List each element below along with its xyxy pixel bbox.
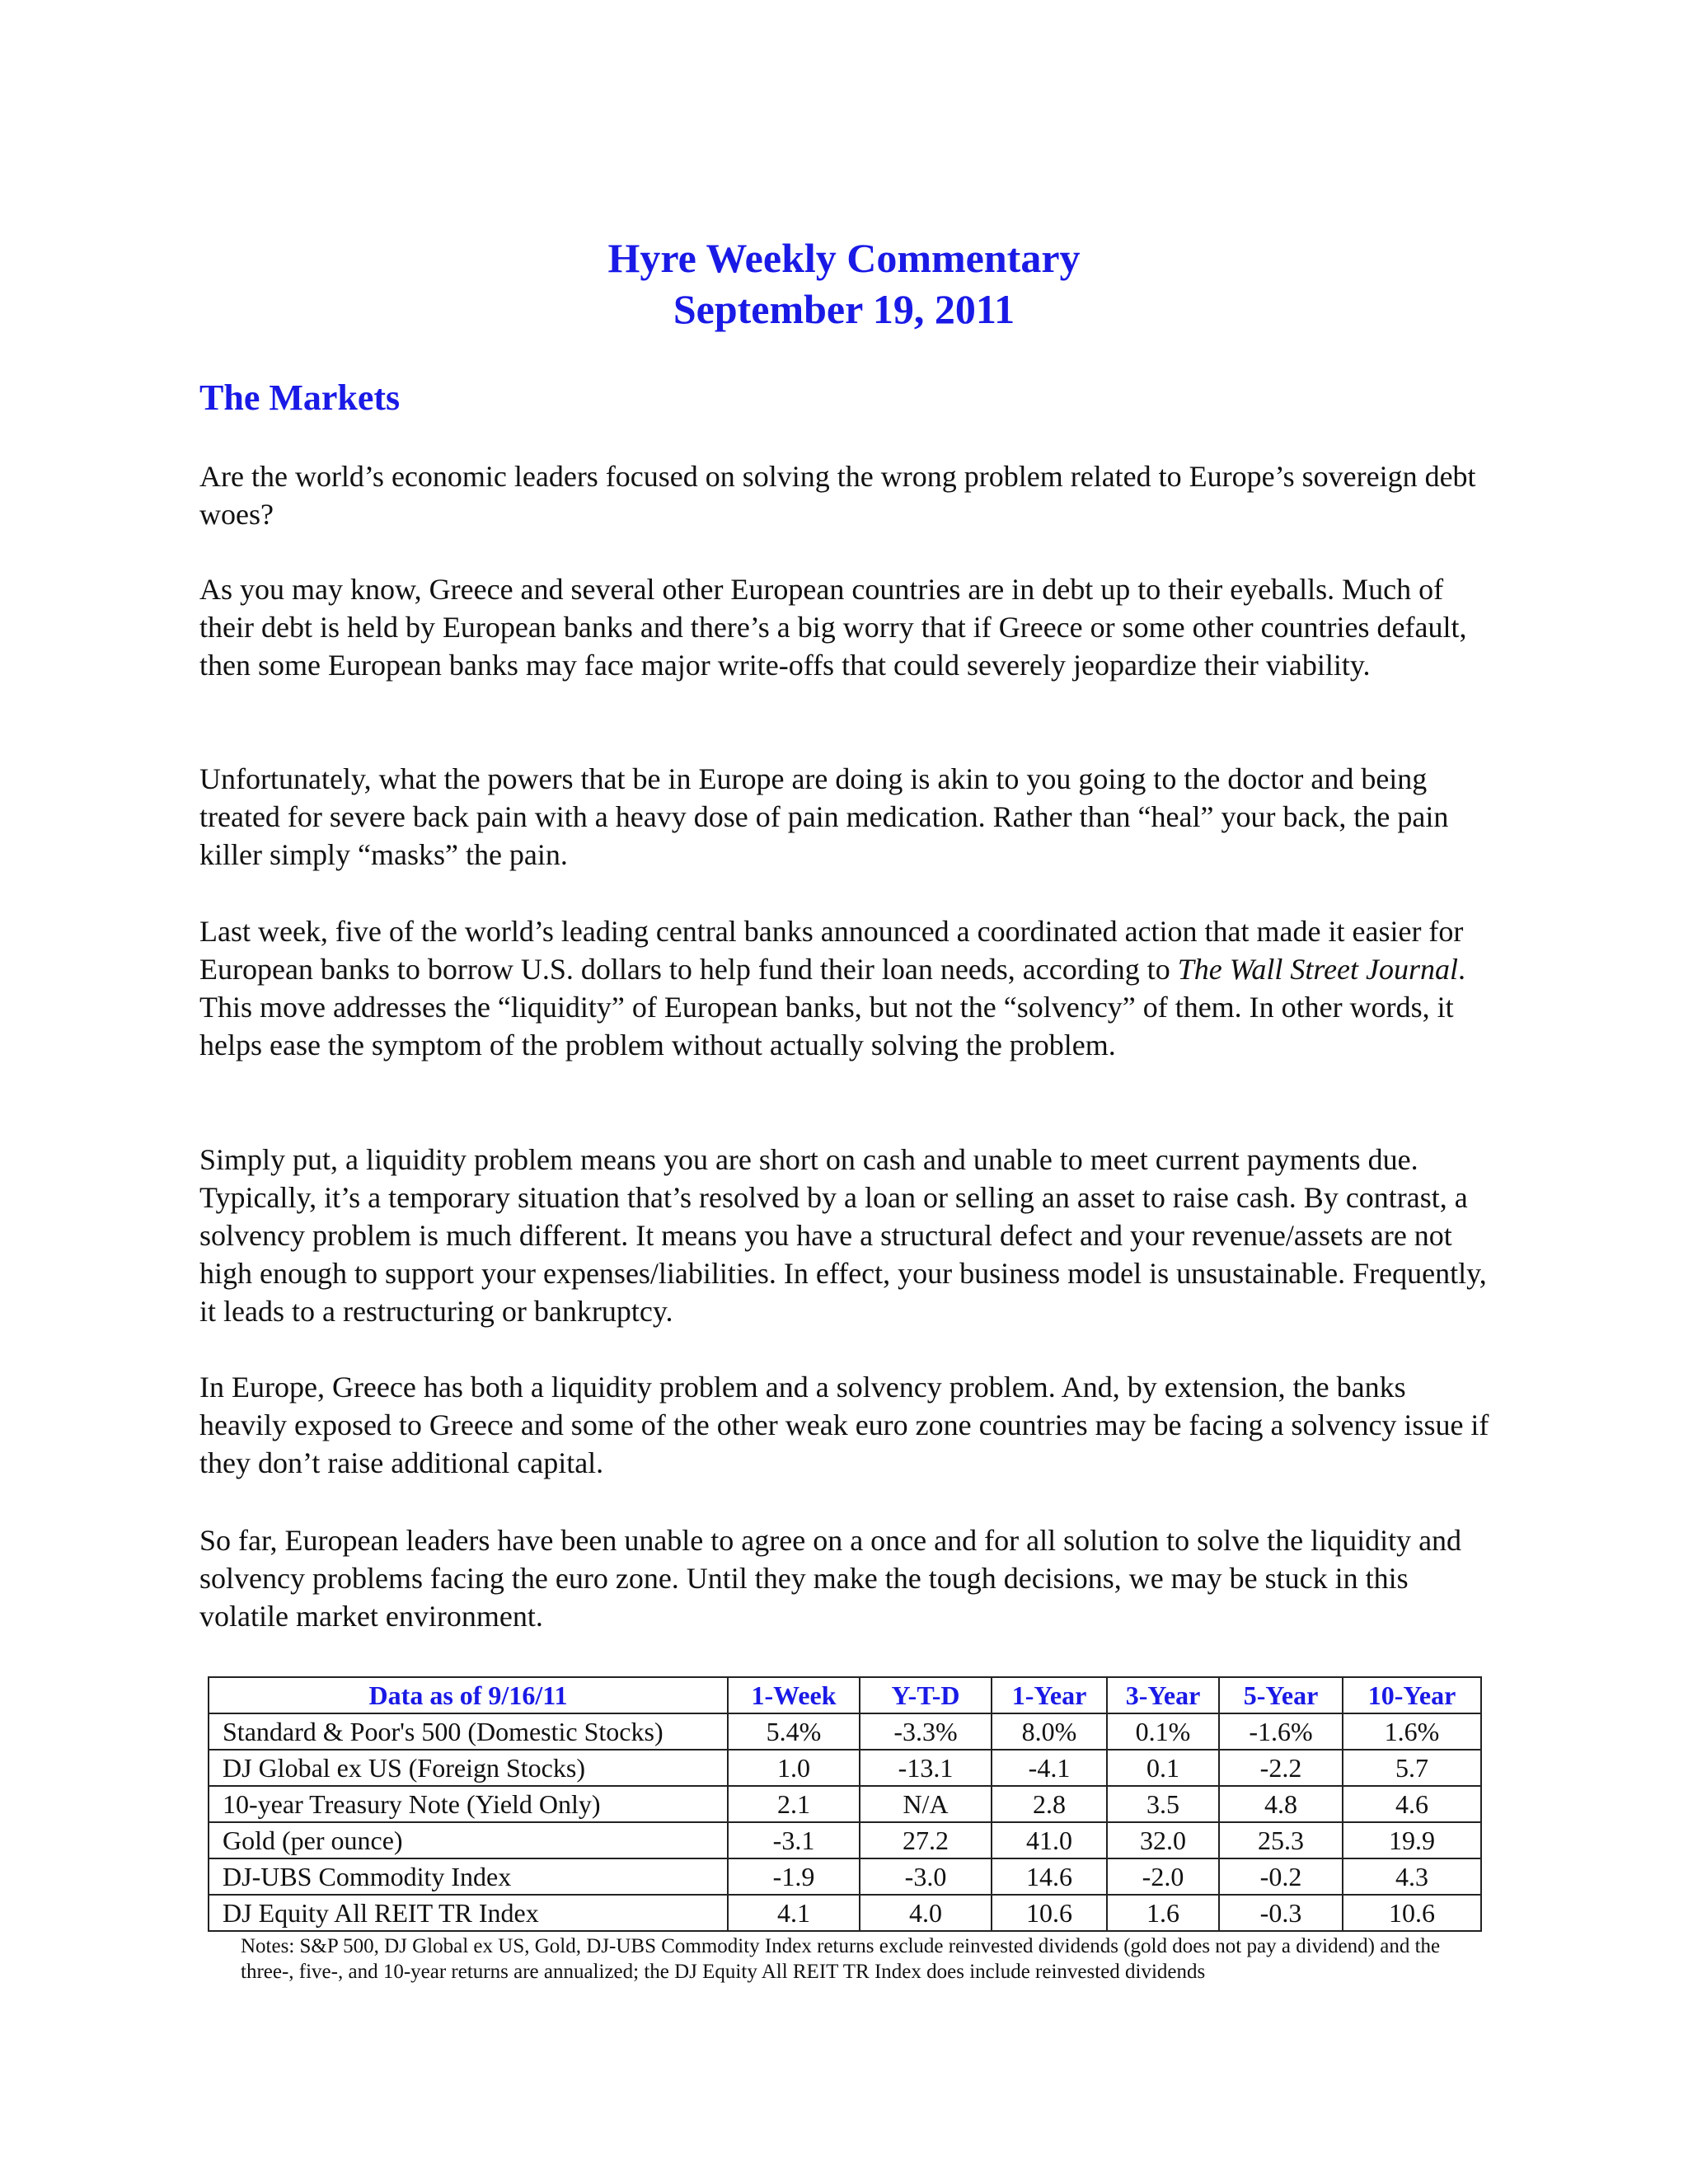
paragraph-2: As you may know, Greece and several other European countries are in debt up to their eyeballs. Much of their debt is held by European banks and there’s a big worry that if Greece or some other countries default, then some European banks may face major write-offs that could severely jeopardize their viability. xyxy=(199,573,1467,682)
table-row-label: Gold (per ounce) xyxy=(209,1822,728,1858)
paragraph-4-text-after: . This move addresses the “liquidity” of European banks, but not the “solvency” of them. In other words, it helps ease the symptom of the problem without actually solving the problem. xyxy=(199,953,1466,1062)
table-cell: 1.6% xyxy=(1343,1713,1481,1750)
table-cell: 8.0% xyxy=(992,1713,1107,1750)
table-header-row xyxy=(209,1677,1481,1713)
table-cell: 10.6 xyxy=(1343,1895,1481,1931)
section-heading: The Markets xyxy=(199,377,401,418)
market-returns-table xyxy=(208,1676,1482,1932)
table-cell: -3.1 xyxy=(728,1822,860,1858)
table-cell: -2.2 xyxy=(1219,1750,1343,1786)
table-cell: 2.1 xyxy=(728,1786,860,1822)
table-cell: -2.0 xyxy=(1107,1858,1219,1895)
table-cell: 0.1% xyxy=(1107,1713,1219,1750)
table-cell: N/A xyxy=(860,1786,992,1822)
table-cell: 19.9 xyxy=(1343,1822,1481,1858)
table-cell: 4.6 xyxy=(1343,1786,1481,1822)
table-cell: 4.1 xyxy=(728,1895,860,1931)
table-cell: 0.1 xyxy=(1107,1750,1219,1786)
table-cell: 1.6 xyxy=(1107,1895,1219,1931)
table-cell: -0.3 xyxy=(1219,1895,1343,1931)
document-date: September 19, 2011 xyxy=(673,286,1015,332)
paragraph-5: Simply put, a liquidity problem means you are short on cash and unable to meet current payments due. Typically, it’s a temporary situation that’s resolved by a loan or selling an asset to raise cash. By contrast, a solvency problem is much different. It means you have a structural defect and your revenue/assets are not high enough to support your expenses/liabilities. In effect, your business model is unsustainable. Frequently, it leads to a restructuring or bankruptcy. xyxy=(199,1143,1487,1328)
table-row xyxy=(209,1895,1481,1931)
table-cell: -4.1 xyxy=(992,1750,1107,1786)
table-cell: -3.3% xyxy=(860,1713,992,1750)
table-row-label: DJ-UBS Commodity Index xyxy=(209,1858,728,1895)
paragraph-3: Unfortunately, what the powers that be in Europe are doing is akin to you going to the doctor and being treated for severe back pain with a heavy dose of pain medication. Rather than “heal” your back, the pain killer simply “masks” the pain. xyxy=(199,762,1449,871)
table-header-cell: Y-T-D xyxy=(860,1677,992,1713)
table-cell: 10.6 xyxy=(992,1895,1107,1931)
table-cell: -1.9 xyxy=(728,1858,860,1895)
table-cell: 1.0 xyxy=(728,1750,860,1786)
table-row xyxy=(209,1786,1481,1822)
paragraph-1: Are the world’s economic leaders focused on solving the wrong problem related to Europe’s sovereign debt woes? xyxy=(199,460,1476,531)
table-header-cell: 5-Year xyxy=(1219,1677,1343,1713)
document-title-block xyxy=(0,232,1688,335)
publication-name: The Wall Street Journal xyxy=(1177,953,1459,986)
table-cell: -3.0 xyxy=(860,1858,992,1895)
table-cell: 4.0 xyxy=(860,1895,992,1931)
table-notes: Notes: S&P 500, DJ Global ex US, Gold, DJ-UBS Commodity Index returns exclude reinvested dividends (gold does not pay a dividend) and the three-, five-, and 10-year returns are annualized; the DJ Equity All REIT TR Index does include reinvested dividends xyxy=(241,1935,1441,1983)
paragraph-4 xyxy=(199,912,1493,1064)
table-cell: 3.5 xyxy=(1107,1786,1219,1822)
table-cell: 32.0 xyxy=(1107,1822,1219,1858)
table-cell: 25.3 xyxy=(1219,1822,1343,1858)
table-cell: 41.0 xyxy=(992,1822,1107,1858)
table-cell: -13.1 xyxy=(860,1750,992,1786)
table-row-label: 10-year Treasury Note (Yield Only) xyxy=(209,1786,728,1822)
paragraph-4-text-before: Last week, five of the world’s leading central banks announced a coordinated action that made it easier for European banks to borrow U.S. dollars to help fund their loan needs, according to xyxy=(199,915,1464,986)
table-cell: 4.3 xyxy=(1343,1858,1481,1895)
table-cell: -0.2 xyxy=(1219,1858,1343,1895)
table-row-label: DJ Equity All REIT TR Index xyxy=(209,1895,728,1931)
table-header-cell: 1-Year xyxy=(992,1677,1107,1713)
table-cell: 2.8 xyxy=(992,1786,1107,1822)
table-cell: 27.2 xyxy=(860,1822,992,1858)
table-header-cell: 10-Year xyxy=(1343,1677,1481,1713)
document-title: Hyre Weekly Commentary xyxy=(607,235,1081,281)
table-row xyxy=(209,1858,1481,1895)
table-header-cell: Data as of 9/16/11 xyxy=(209,1677,728,1713)
table-cell: 14.6 xyxy=(992,1858,1107,1895)
table-row xyxy=(209,1822,1481,1858)
table-cell: 4.8 xyxy=(1219,1786,1343,1822)
table-row-label: DJ Global ex US (Foreign Stocks) xyxy=(209,1750,728,1786)
table-header-cell: 3-Year xyxy=(1107,1677,1219,1713)
table-cell: 5.4% xyxy=(728,1713,860,1750)
table-header-cell: 1-Week xyxy=(728,1677,860,1713)
paragraph-7: So far, European leaders have been unable to agree on a once and for all solution to solve the liquidity and solvency problems facing the euro zone. Until they make the tough decisions, we may be stuck in this volatile market environment. xyxy=(199,1524,1462,1633)
table-row-label: Standard & Poor's 500 (Domestic Stocks) xyxy=(209,1713,728,1750)
paragraph-6: In Europe, Greece has both a liquidity problem and a solvency problem. And, by extension, the banks heavily exposed to Greece and some of the other weak euro zone countries may be facing a solvency issue if they don’t raise additional capital. xyxy=(199,1371,1489,1479)
table-row xyxy=(209,1713,1481,1750)
table-cell: -1.6% xyxy=(1219,1713,1343,1750)
table-cell: 5.7 xyxy=(1343,1750,1481,1786)
table-row xyxy=(209,1750,1481,1786)
